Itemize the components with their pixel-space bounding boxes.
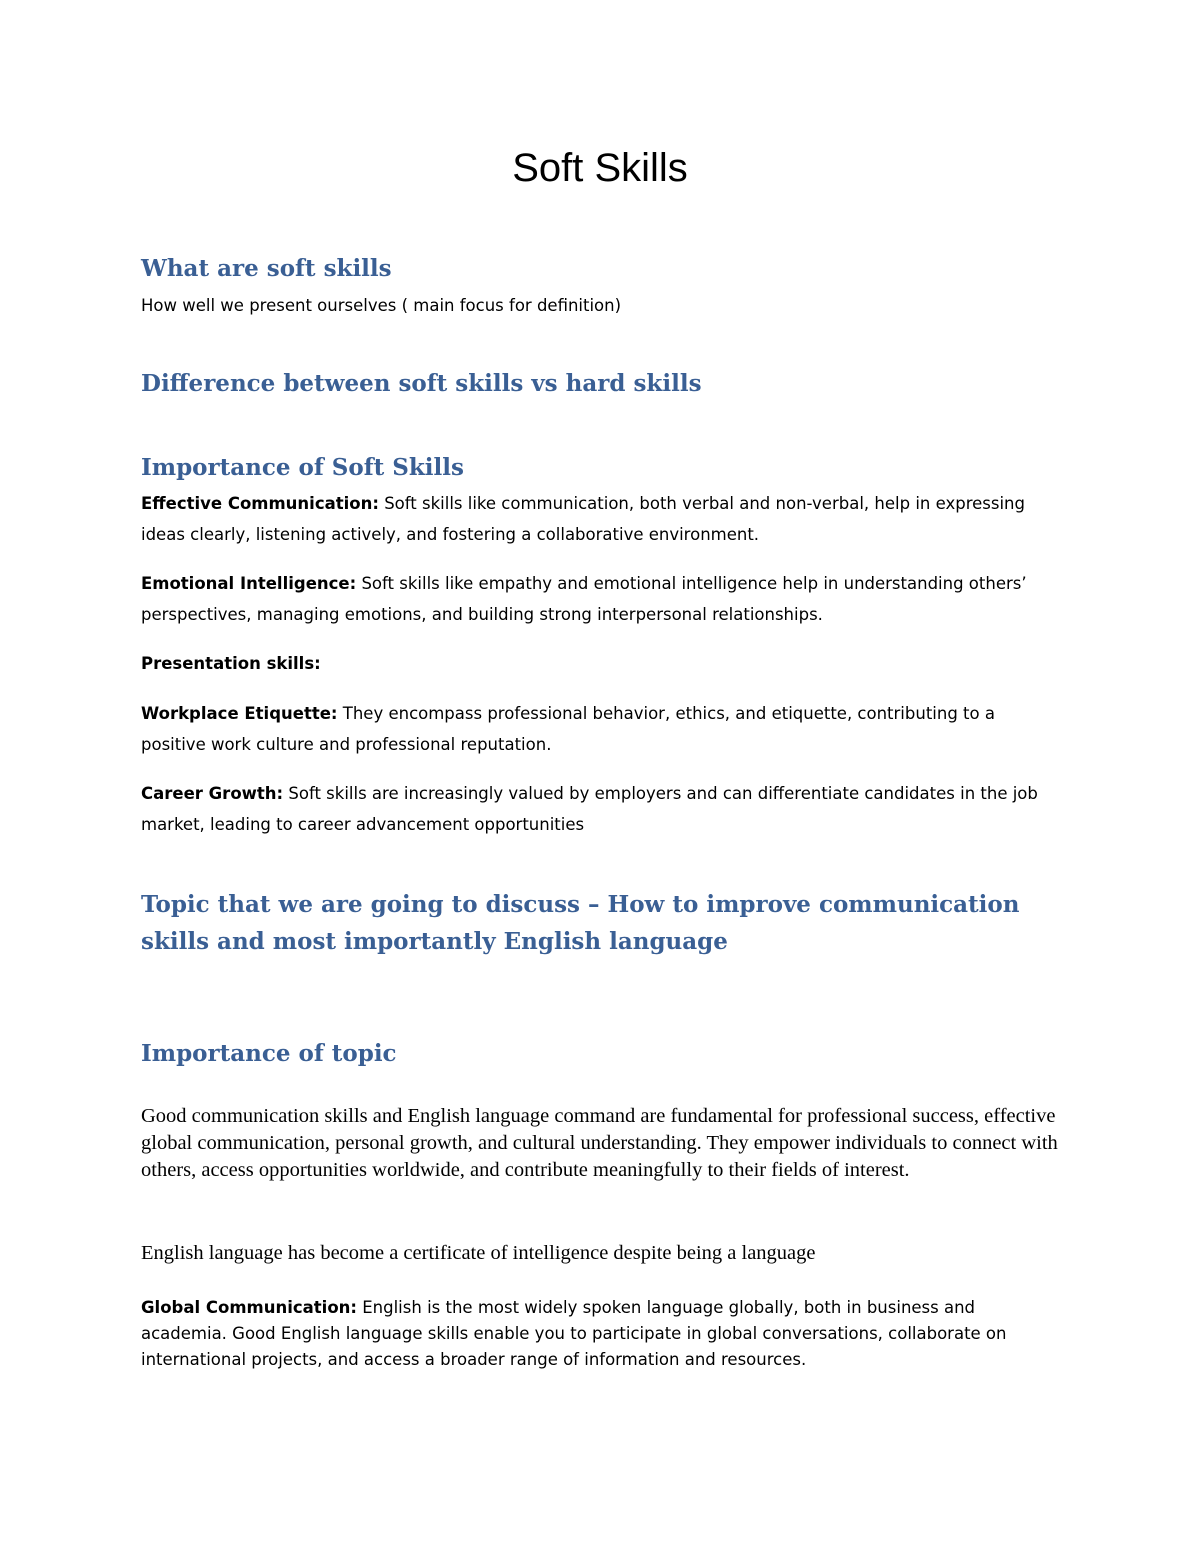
item-label: Workplace Etiquette: [141, 704, 338, 723]
heading-topic-to-discuss: Topic that we are going to discuss – How to improve communication skills and most importantly English language [141, 891, 1020, 955]
item-text: Soft skills are increasingly valued by employers and can differentiate candidates in the job market, leading to career advancement opportunities [141, 784, 1038, 834]
item-workplace-etiquette [141, 698, 1061, 760]
item-label: Effective Communication: [141, 494, 379, 513]
item-text: English is the most widely spoken language globally, both in business and academia. Good English language skills enable you to participate in global conversations, collaborate on international projects, and access a broader range of information and resources. [141, 1298, 1007, 1369]
heading-importance-of-topic: Importance of topic [141, 1040, 397, 1067]
importance-paragraph: Good communication skills and English language command are fundamental for professional success, effective global communication, personal growth, and cultural understanding. They empower individuals to connect with others, access opportunities worldwide, and contribute meaningfully to their fields of interest. [141, 1105, 1058, 1181]
item-emotional-intelligence [141, 568, 1061, 630]
item-label: Global Communication: [141, 1298, 357, 1317]
item-label: Emotional Intelligence: [141, 574, 357, 593]
document-title: Soft Skills [512, 146, 688, 190]
item-text: They encompass professional behavior, ethics, and etiquette, contributing to a positive work culture and professional reputation. [141, 704, 995, 754]
item-label: Career Growth: [141, 784, 284, 803]
item-effective-communication [141, 488, 1061, 550]
item-career-growth [141, 778, 1061, 840]
heading-importance-of-soft-skills: Importance of Soft Skills [141, 454, 464, 481]
item-presentation-skills [141, 648, 1061, 679]
heading-what-are-soft-skills: What are soft skills [141, 255, 392, 282]
item-label: Presentation skills: [141, 654, 321, 673]
english-certificate-paragraph: English language has become a certificate of intelligence despite being a language [141, 1242, 816, 1264]
heading-difference: Difference between soft skills vs hard skills [141, 370, 702, 397]
definition-text: How well we present ourselves ( main focus for definition) [141, 296, 622, 315]
item-text: Soft skills like communication, both verbal and non-verbal, help in expressing ideas clearly, listening actively, and fostering a collaborative environment. [141, 494, 1025, 544]
item-global-communication [141, 1295, 1061, 1373]
item-text: Soft skills like empathy and emotional intelligence help in understanding others’ perspectives, managing emotions, and building strong interpersonal relationships. [141, 574, 1027, 624]
